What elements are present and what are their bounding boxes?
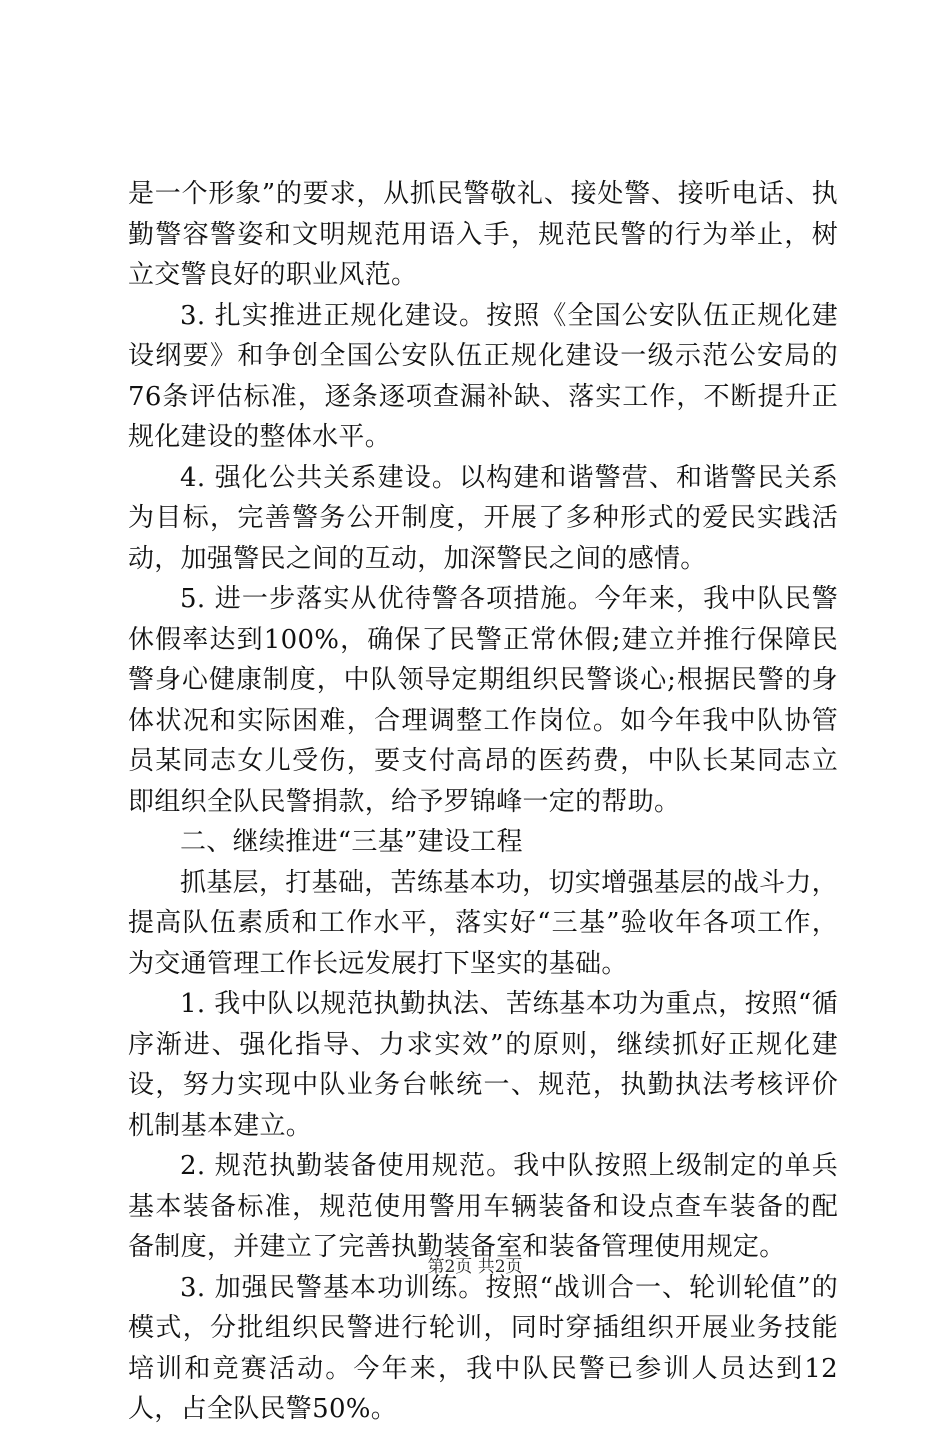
paragraph-item-3-training: 3. 加强民警基本功训练。按照“战训合一、轮训轮值”的模式，分批组织民警进行轮训，同时穿插组织开展业务技能培训和竞赛活动。今年来，我中队民警已参训人员达到12人，占全队民警50%。 bbox=[128, 1272, 838, 1424]
paragraph-section-intro: 抓基层，打基础，苦练基本功，切实增强基层的战斗力，提高队伍素质和工作水平，落实好“三基”验收年各项工作，为交通管理工作长远发展打下坚实的基础。 bbox=[128, 867, 838, 979]
paragraph-item-3-regularization: 3. 扎实推进正规化建设。按照《全国公安队伍正规化建设纲要》和争创全国公安队伍正规化建设一级示范公安局的76条评估标准，逐条逐项查漏补缺、落实工作，不断提升正规化建设的整体水平。 bbox=[128, 300, 838, 452]
page-footer: 第2页 共2页 bbox=[427, 1257, 523, 1277]
paragraph-item-2-equipment: 2. 规范执勤装备使用规范。我中队按照上级制定的单兵基本装备标准，规范使用警用车辆装备和设点查车装备的配备制度，并建立了完善执勤装备室和装备管理使用规定。 bbox=[128, 1151, 838, 1262]
paragraph-item-5-welfare: 5. 进一步落实从优待警各项措施。今年来，我中队民警休假率达到100%，确保了民警正常休假;建立并推行保障民警身心健康制度，中队领导定期组织民警谈心;根据民警的身体状况和实际困难，合理调整工作岗位。如今年我中队协管员某同志女儿受伤，要支付高昂的医药费，中队长某同志立即组织全队民警捐款，给予罗锦峰一定的帮助。 bbox=[128, 584, 838, 817]
document-body bbox=[128, 174, 838, 1430]
paragraph-item-1-standardization: 1. 我中队以规范执勤执法、苦练基本功为重点，按照“循序渐进、强化指导、力求实效”的原则，继续抓好正规化建设，努力实现中队业务台帐统一、规范，执勤执法考核评价机制基本建立。 bbox=[128, 989, 838, 1141]
paragraph-continuation: 是一个形象”的要求，从抓民警敬礼、接处警、接听电话、执勤警容警姿和文明规范用语入手，规范民警的行为举止，树立交警良好的职业风范。 bbox=[128, 179, 838, 290]
section-heading-two: 二、继续推进“三基”建设工程 bbox=[180, 827, 523, 857]
paragraph-item-4-public-relations: 4. 强化公共关系建设。以构建和谐警营、和谐警民关系为目标，完善警务公开制度，开展了多种形式的爱民实践活动，加强警民之间的互动，加深警民之间的感情。 bbox=[128, 462, 838, 574]
